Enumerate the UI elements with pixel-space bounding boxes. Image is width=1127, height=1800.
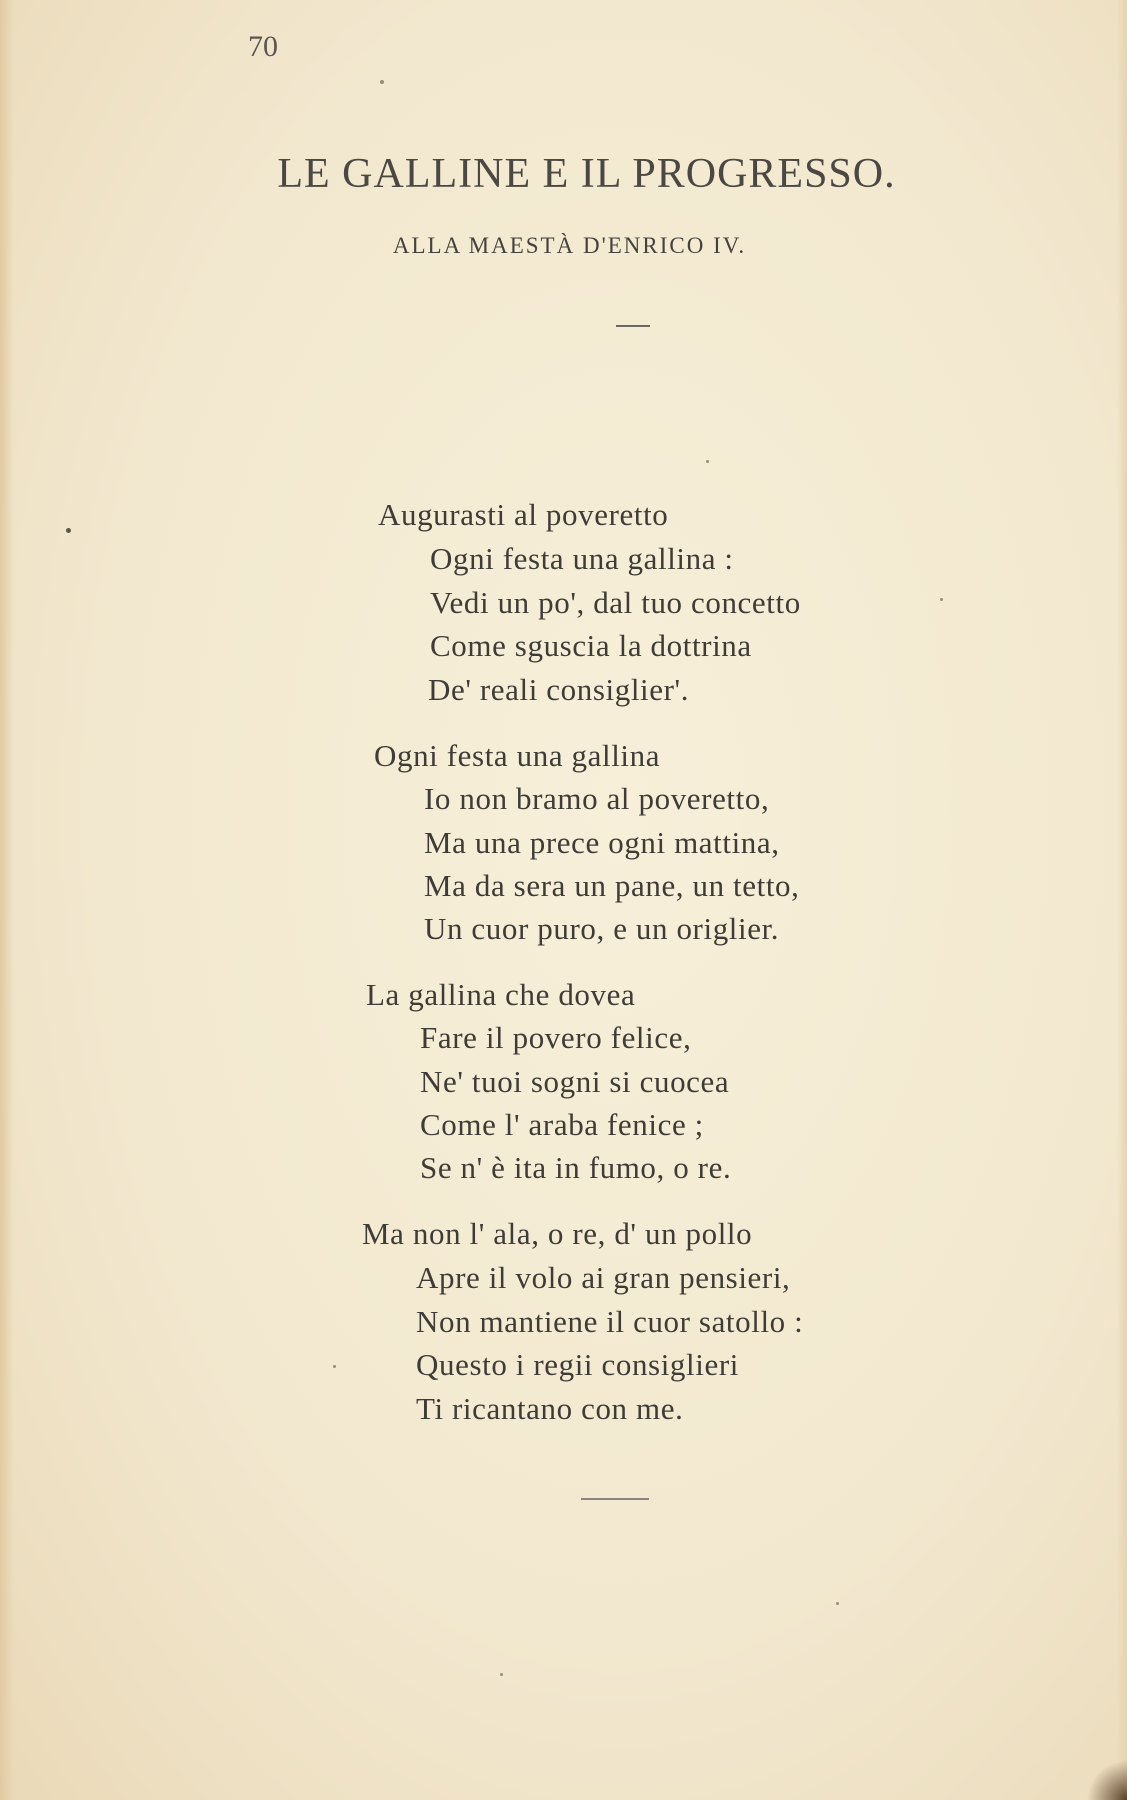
page-number: 70 xyxy=(248,30,278,63)
paper-speck xyxy=(940,598,943,601)
paper-speck xyxy=(66,528,71,533)
closing-divider xyxy=(581,1498,649,1500)
paper-speck xyxy=(836,1602,839,1605)
verse-line: Ti ricantano con me. xyxy=(416,1391,684,1426)
verse-line: Ogni festa una gallina : xyxy=(430,541,734,576)
verse-line: Se n' è ita in fumo, o re. xyxy=(420,1150,732,1185)
page-corner-shadow xyxy=(1087,1760,1127,1800)
verse-line: De' reali consiglier'. xyxy=(428,672,690,707)
verse-line: Ogni festa una gallina xyxy=(374,738,661,773)
paper-speck xyxy=(333,1365,336,1368)
verse-line: Vedi un po', dal tuo concetto xyxy=(430,585,801,620)
paper-speck xyxy=(500,1673,503,1676)
verse-line: Come sguscia la dottrina xyxy=(430,628,752,663)
paper-speck xyxy=(706,460,709,463)
verse-line: Ma una prece ogni mattina, xyxy=(424,825,780,860)
verse-line: Fare il povero felice, xyxy=(420,1020,692,1055)
verse-line: Questo i regii consiglieri xyxy=(416,1347,739,1382)
verse-line: Come l' araba fenice ; xyxy=(420,1107,704,1142)
verse-line: Augurasti al poveretto xyxy=(378,497,669,532)
poem-title: LE GALLINE E IL PROGRESSO. xyxy=(277,151,896,197)
title-divider xyxy=(616,325,650,327)
verse-line: Ma non l' ala, o re, d' un pollo xyxy=(362,1216,753,1251)
page-edge-left xyxy=(0,0,14,1800)
verse-line: Io non bramo al poveretto, xyxy=(424,781,770,816)
poem-dedication: ALLA MAESTÀ D'ENRICO IV. xyxy=(392,233,747,258)
verse-line: Un cuor puro, e un origlier. xyxy=(424,911,780,946)
verse-line: Non mantiene il cuor satollo : xyxy=(416,1304,804,1339)
verse-line: La gallina che dovea xyxy=(366,977,636,1012)
verse-line: Ne' tuoi sogni si cuocea xyxy=(420,1064,730,1099)
verse-line: Ma da sera un pane, un tetto, xyxy=(424,868,800,903)
paper-speck xyxy=(380,80,384,84)
verse-line: Apre il volo ai gran pensieri, xyxy=(416,1260,791,1295)
page-edge-right xyxy=(1117,0,1127,1800)
